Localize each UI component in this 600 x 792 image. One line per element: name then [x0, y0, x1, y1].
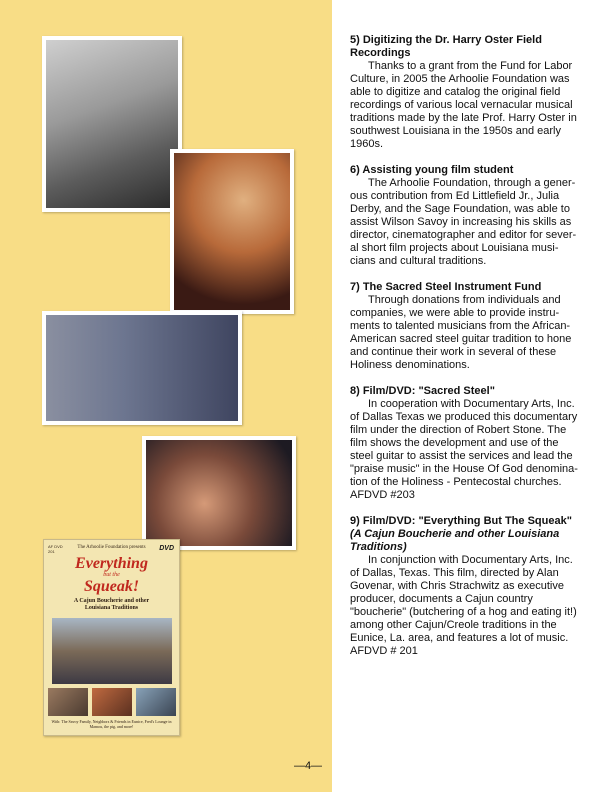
section-digitizing — [350, 34, 584, 151]
photo-steel-guitar-player-image — [146, 440, 292, 546]
photo-guitarist — [42, 36, 182, 212]
dvd-thumbnail — [48, 688, 88, 716]
section-body: Thanks to a grant from the Fund for Labor Culture, in 2005 the Arhoolie Foundation was able to digitize and catalog the original field recordings of various local vernacular musical traditions made by the late Prof. Harry Oster in southwest Louisiana in the 1950s and early 1960s. — [350, 60, 577, 150]
photo-steel-guitar-musicians-image — [46, 315, 238, 421]
section-everything-but-the-squeak — [350, 515, 584, 658]
dvd-cover — [43, 539, 180, 736]
photo-steel-guitar-player — [142, 436, 296, 550]
photo-fiddler-image — [174, 153, 290, 310]
dvd-thumbnail — [136, 688, 176, 716]
dvd-cover-photo — [52, 618, 172, 684]
dvd-credits: With: The Savoy Family, Neighbors & Friends in Eunice, Fred's Lounge in Mamou, the pig, and more! — [51, 719, 172, 729]
section-body: The Arhoolie Foundation, through a gener- ous contribution from Ed Littlefield Jr., Julia Derby, and the Sage Foundation, was able to assist Wilson Savoy in increasing his skills as director, cinematographer and editor for sever- al short film projects about Louisiana musi- cians and cultural traditions. — [350, 177, 577, 267]
dvd-thumbnail — [92, 688, 132, 716]
dvd-subtitle-2: Louisiana Traditions — [84, 605, 139, 611]
dvd-catalog-number: AF DVD 201 — [48, 544, 63, 554]
section-film-student — [350, 164, 584, 268]
section-body: In cooperation with Documentary Arts, Inc. of Dallas Texas we produced this documentary film under the direction of Robert Stone. The film shows the development and use of the steel guitar to assist the services and lead the "praise music" in the House Of God denomina- tion of the Holiness - Pentecostal churches. AFDVD #203 — [350, 398, 578, 501]
section-title: 7) The Sacred Steel Instrument Fund — [350, 281, 542, 293]
section-title: 9) Film/DVD: "Everything But The Squeak" — [350, 515, 572, 527]
section-body: In conjunction with Documentary Arts, Inc. of Dallas, Texas. This film, directed by Alan Govenar, with Chris Strachwitz as executive producer, documents a Cajun country "boucherie" (butchering of a hog and eating it!) among other Cajun/Creole traditions in the Eunice, La. area, and features a lot of music. AFDVD # 201 — [350, 554, 577, 657]
section-subtitle: (A Cajun Boucherie and other Louisiana Traditions) — [350, 528, 560, 553]
dvd-title-top: Everything — [75, 555, 148, 572]
photo-steel-guitar-musicians — [42, 311, 242, 425]
dvd-subtitle-1: A Cajun Boucherie and other — [73, 598, 150, 604]
section-body: Through donations from individuals and companies, we were able to provide instru- ments to talented musicians from the African- American sacred steel guitar tradition to hone and continue their work in several of these Holiness denominations. — [350, 294, 572, 371]
photo-guitarist-image — [46, 40, 178, 208]
dvd-title-mid: but the — [103, 572, 120, 578]
section-title: 8) Film/DVD: "Sacred Steel" — [350, 385, 495, 397]
section-instrument-fund — [350, 281, 584, 372]
photo-fiddler — [170, 149, 294, 314]
section-sacred-steel — [350, 385, 584, 502]
dvd-title-bottom: Squeak! — [83, 578, 140, 595]
dvd-logo: DVD — [159, 545, 174, 552]
section-title: 6) Assisting young film student — [350, 164, 514, 176]
section-title: 5) Digitizing the Dr. Harry Oster Field Recordings — [350, 34, 542, 59]
dvd-thumbnails — [48, 688, 176, 716]
dvd-foundation: The Arhoolie Foundation presents — [77, 545, 146, 550]
page-number: —4— — [293, 760, 323, 772]
text-column — [350, 34, 584, 671]
